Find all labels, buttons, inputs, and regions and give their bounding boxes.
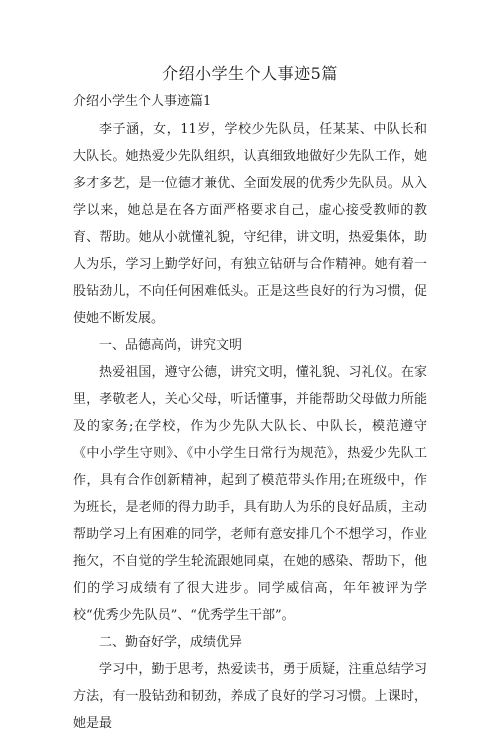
paragraph-intro: 李子涵，女，11岁，学校少先队员，任某某、中队长和大队长。她热爱少先队组织，认真细致地做好少先队工作，她多才多艺，是一位德才兼优、全面发展的优秀少先队员。从入学以来，她总是在各方面严格要求自己，虚心接受教师的教育、帮助。她从小就懂礼貌，守纪律，讲文明，热爱集体，助人为乐，学习上勤学好问，有独立钻研与合作精神。她有着一股钻劲儿，不向任何困难低头。正是这些良好的行为习惯，促使她不断发展。 <box>73 122 427 326</box>
section-heading-study: 二、勤奋好学，成绩优异 <box>99 635 243 650</box>
document-subtitle: 介绍小学生个人事迹篇1 <box>73 94 212 109</box>
paragraph-morality: 热爱祖国，遵守公德，讲究文明，懂礼貌、习礼仪。在家里，孝敬老人，关心父母，听话懂事，并能帮助父母做力所能及的家务;在学校，作为少先队大队长、中队长，模范遵守《中小学生守则》、《中小学生日常行为规范》，热爱少先队工作，具有合作创新精神，起到了模范带头作用;在班级中，作为班长，是老师的得力助手，具有助人为乐的良好品质，主动帮助学习上有困难的同学，老师有意安排几个不想学习，作业拖欠，不自觉的学生轮流跟她同桌，在她的感染、帮助下，他们的学习成绩有了很大进步。同学威信高，年年被评为学校“优秀少先队员”、“优秀学生干部”。 <box>73 365 427 623</box>
paragraph-study: 学习中，勤于思考，热爱读书，勇于质疑，注重总结学习方法，有一股钻劲和韧劲，养成了良好的学习习惯。上课时，她是最 <box>73 662 427 731</box>
section-heading-morality: 一、品德高尚，讲究文明 <box>99 338 243 353</box>
document-body <box>73 116 427 737</box>
document-title: 介绍小学生个人事迹5篇 <box>162 64 338 83</box>
